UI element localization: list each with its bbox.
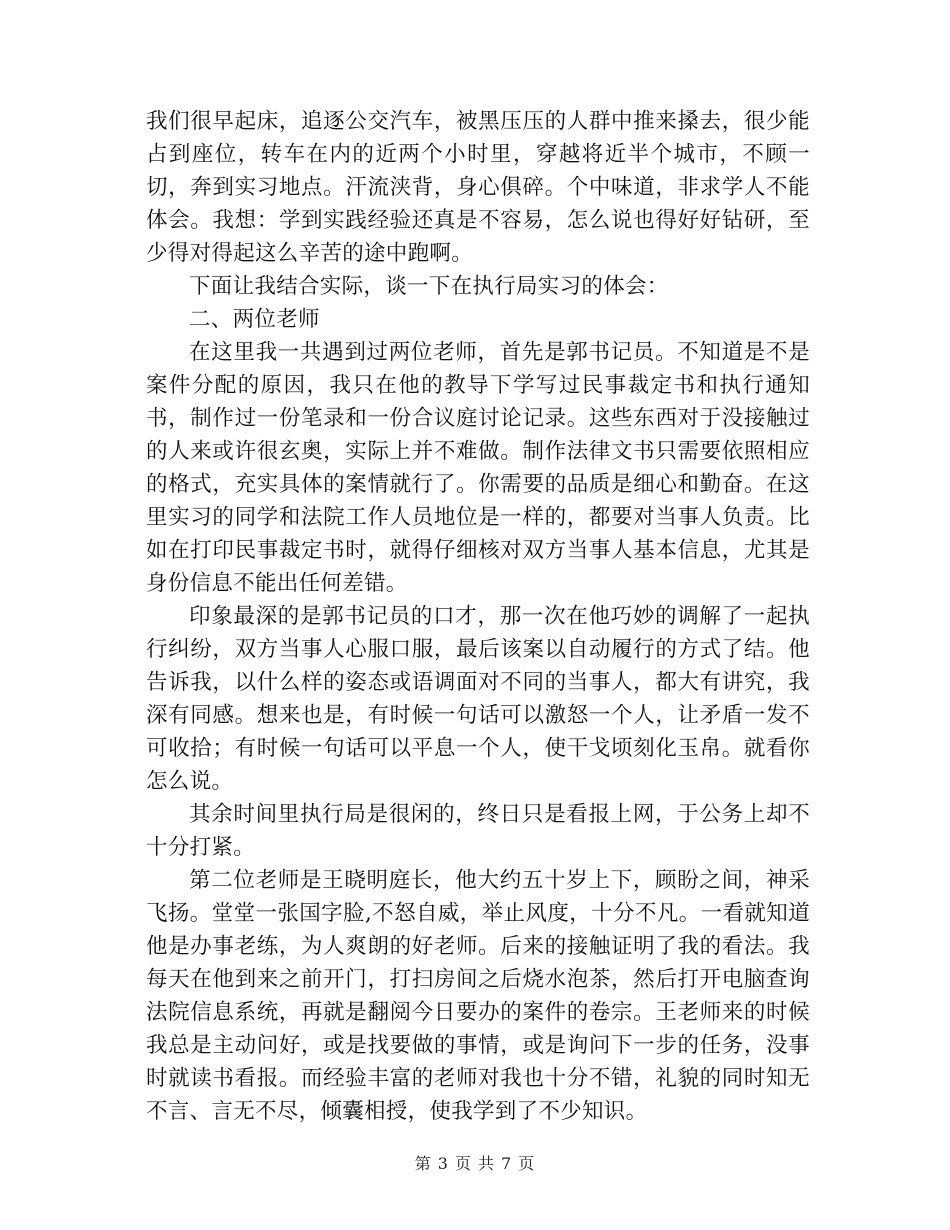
paragraph-5: 其余时间里执行局是很闲的，终日只是看报上网，于公务上却不十分打紧。 xyxy=(146,802,810,860)
page-label-mid: 页 共 xyxy=(454,1154,496,1173)
paragraph-1: 我们很早起床，追逐公交汽车，被黑压压的人群中推来搡去，很少能占到座位，转车在内的近两个小时里，穿越将近半个城市，不顾一切，奔到实习地点。汗流浃背，身心俱碎。个中味道，非求学人不能体会。我想：学到实践经验还真是不容易，怎么说也得好好钻研，至少得对得起这么辛苦的途中跑啊。 xyxy=(146,109,810,266)
paragraph-6: 第二位老师是王晓明庭长，他大约五十岁上下，顾盼之间，神采飞扬。堂堂一张国字脸,不怒自威，举止风度，十分不凡。一看就知道他是办事老练，为人爽朗的好老师。后来的接触证明了我的看法。我每天在他到来之前开门，打扫房间之后烧水泡茶，然后打开电脑查询法院信息系统，再就是翻阅今日要办的案件的卷宗。王老师来的时候我总是主动问好，或是找要做的事情，或是询问下一步的任务，没事时就读书看报。而经验丰富的老师对我也十分不错，礼貌的同时知无不言、言无不尽，倾囊相授，使我学到了不少知识。 xyxy=(146,868,810,1124)
total-pages-number: 7 xyxy=(501,1154,513,1173)
paragraph-3: 在这里我一共遇到过两位老师，首先是郭书记员。不知道是不是案件分配的原因，我只在他的教导下学写过民事裁定书和执行通知书，制作过一份笔录和一份合议庭讨论记录。这些东西对于没接触过的人来或许很玄奥，实际上并不难做。制作法律文书只需要依照相应的格式，充实具体的案情就行了。你需要的品质是细心和勤奋。在这里实习的同学和法院工作人员地位是一样的，都要对当事人负责。比如在打印民事裁定书时，就得仔细核对双方当事人基本信息，尤其是身份信息不能出任何差错。 xyxy=(146,340,810,596)
page-footer xyxy=(0,1153,950,1175)
current-page-number: 3 xyxy=(437,1154,449,1173)
document-body xyxy=(146,105,810,1128)
page-label-prefix: 第 xyxy=(414,1154,432,1173)
section-heading: 二、两位老师 xyxy=(189,307,320,332)
page-label-suffix: 页 xyxy=(518,1154,536,1173)
paragraph-2: 下面让我结合实际，谈一下在执行局实习的体会： xyxy=(189,274,669,299)
paragraph-4: 印象最深的是郭书记员的口才，那一次在他巧妙的调解了一起执行纠纷，双方当事人心服口服，最后该案以自动履行的方式了结。他告诉我，以什么样的姿态或语调面对不同的当事人，都大有讲究，我深有同感。想来也是，有时候一句话可以激怒一个人，让矛盾一发不可收拾；有时候一句话可以平息一个人，使干戈顷刻化玉帛。就看你怎么说。 xyxy=(146,604,810,794)
